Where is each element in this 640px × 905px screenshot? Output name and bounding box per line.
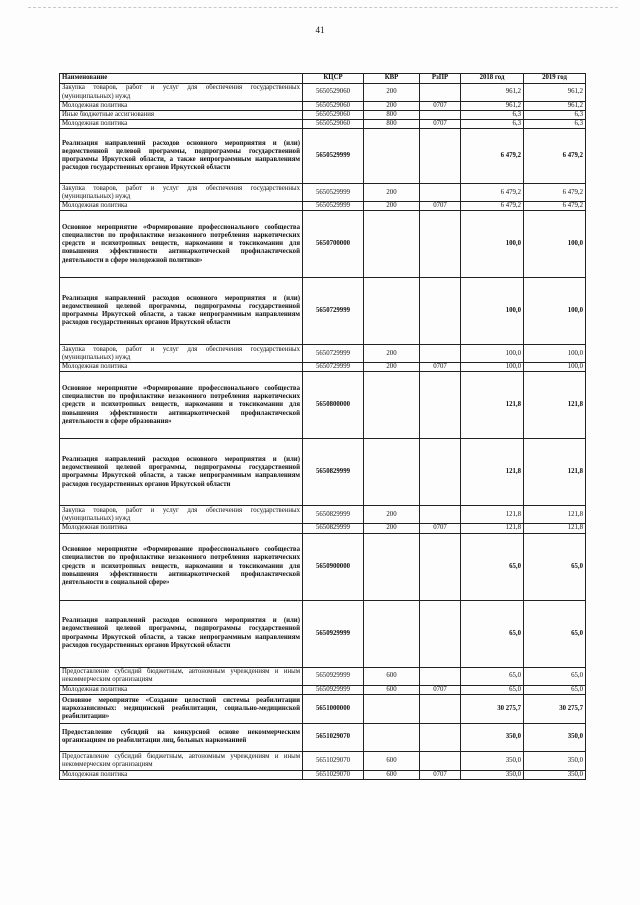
cell-y2019: 100,0 xyxy=(524,345,586,363)
cell-name: Основное мероприятие «Формирование профессионального сообщества специалистов по профилактике незаконного потребления наркотических средств и психотропных веществ, наркомании и токсикомании для повышения эффективности антинаркотической профилактической деятельности в социальной сфере» xyxy=(60,533,303,600)
cell-kvr: 600 xyxy=(364,667,420,685)
cell-kcsr: 5650900000 xyxy=(303,533,364,600)
cell-kvr xyxy=(364,600,420,667)
cell-name: Основное мероприятие «Формирование профессионального сообщества специалистов по профилактике незаконного потребления наркотических средств и психотропных веществ, наркомании и токсикомании для повышения эффективности антинаркотической профилактической деятельности в сфере образования» xyxy=(60,372,303,439)
cell-y2019: 350,0 xyxy=(524,723,586,751)
cell-y2019: 121,8 xyxy=(524,439,586,506)
cell-name: Молодежная политика xyxy=(60,685,303,694)
cell-rzpr: 0707 xyxy=(420,685,461,694)
table-row xyxy=(60,723,586,751)
cell-kvr: 200 xyxy=(364,506,420,524)
cell-rzpr xyxy=(420,600,461,667)
cell-rzpr: 0707 xyxy=(420,120,461,129)
cell-y2018: 6 479,2 xyxy=(461,184,524,202)
cell-y2018: 961,2 xyxy=(461,102,524,111)
cell-y2018: 65,0 xyxy=(461,685,524,694)
cell-kcsr: 5651029070 xyxy=(303,770,364,779)
cell-y2018: 6 479,2 xyxy=(461,202,524,211)
cell-kvr xyxy=(364,372,420,439)
cell-y2018: 961,2 xyxy=(461,84,524,102)
cell-kvr xyxy=(364,723,420,751)
cell-name: Молодежная политика xyxy=(60,202,303,211)
cell-kvr: 200 xyxy=(364,84,420,102)
cell-rzpr xyxy=(420,694,461,723)
cell-kcsr: 5650729999 xyxy=(303,345,364,363)
cell-y2018: 121,8 xyxy=(461,439,524,506)
cell-rzpr xyxy=(420,506,461,524)
cell-y2019: 30 275,7 xyxy=(524,694,586,723)
cell-kcsr: 5650529060 xyxy=(303,102,364,111)
cell-kvr: 600 xyxy=(364,770,420,779)
table-row xyxy=(60,211,586,278)
cell-name: Молодежная политика xyxy=(60,524,303,533)
cell-y2018: 350,0 xyxy=(461,770,524,779)
header-name: Наименование xyxy=(60,74,303,84)
cell-rzpr: 0707 xyxy=(420,202,461,211)
cell-y2019: 100,0 xyxy=(524,211,586,278)
cell-kcsr: 5650829999 xyxy=(303,506,364,524)
cell-kvr xyxy=(364,533,420,600)
cell-y2018: 100,0 xyxy=(461,278,524,345)
page-number: 41 xyxy=(315,25,325,35)
table-row xyxy=(60,345,586,363)
cell-name: Основное мероприятие «Создание целостной системы реабилитации наркозависимых: медицинской реабилитации, социально-медицинской реабилитации» xyxy=(60,694,303,723)
cell-y2018: 121,8 xyxy=(461,524,524,533)
header-kcsr: КЦСР xyxy=(303,74,364,84)
cell-rzpr: 0707 xyxy=(420,102,461,111)
cell-y2019: 121,8 xyxy=(524,524,586,533)
cell-y2018: 350,0 xyxy=(461,723,524,751)
cell-kcsr: 5650529999 xyxy=(303,184,364,202)
cell-y2019: 121,8 xyxy=(524,372,586,439)
table-row xyxy=(60,524,586,533)
cell-name: Реализация направлений расходов основного мероприятия и (или) ведомственной целевой программы, подпрограммы государственной программы Иркутской области, а также непрограммным направлениям расходов государственных органов Иркутской области xyxy=(60,600,303,667)
cell-name: Молодежная политика xyxy=(60,363,303,372)
cell-rzpr xyxy=(420,345,461,363)
cell-kcsr: 5650800000 xyxy=(303,372,364,439)
cell-kvr: 200 xyxy=(364,345,420,363)
cell-kvr xyxy=(364,129,420,184)
cell-rzpr xyxy=(420,278,461,345)
cell-y2019: 6,3 xyxy=(524,120,586,129)
cell-y2019: 100,0 xyxy=(524,363,586,372)
table-row xyxy=(60,770,586,779)
cell-rzpr: 0707 xyxy=(420,363,461,372)
cell-rzpr xyxy=(420,372,461,439)
cell-rzpr xyxy=(420,751,461,770)
cell-y2019: 65,0 xyxy=(524,685,586,694)
cell-name: Закупка товаров, работ и услуг для обеспечения государственных (муниципальных) нужд xyxy=(60,506,303,524)
cell-kvr: 200 xyxy=(364,524,420,533)
cell-kcsr: 5650729999 xyxy=(303,278,364,345)
cell-y2018: 65,0 xyxy=(461,533,524,600)
table-row xyxy=(60,751,586,770)
cell-name: Молодежная политика xyxy=(60,102,303,111)
table-header-row xyxy=(60,74,586,84)
cell-kcsr: 5650529060 xyxy=(303,120,364,129)
cell-kvr xyxy=(364,694,420,723)
cell-y2018: 30 275,7 xyxy=(461,694,524,723)
cell-y2019: 65,0 xyxy=(524,600,586,667)
cell-rzpr xyxy=(420,211,461,278)
cell-y2019: 65,0 xyxy=(524,667,586,685)
cell-y2018: 100,0 xyxy=(461,211,524,278)
table-row xyxy=(60,685,586,694)
table-row xyxy=(60,202,586,211)
cell-name: Молодежная политика xyxy=(60,120,303,129)
cell-name: Иные бюджетные ассигнования xyxy=(60,111,303,120)
cell-y2019: 6,3 xyxy=(524,111,586,120)
table-row xyxy=(60,111,586,120)
header-2018: 2018 год xyxy=(461,74,524,84)
cell-kvr: 200 xyxy=(364,184,420,202)
cell-y2019: 961,2 xyxy=(524,102,586,111)
cell-y2018: 100,0 xyxy=(461,345,524,363)
cell-kvr: 200 xyxy=(364,102,420,111)
cell-y2018: 6,3 xyxy=(461,120,524,129)
table-row xyxy=(60,102,586,111)
cell-rzpr xyxy=(420,84,461,102)
cell-kcsr: 5650929999 xyxy=(303,685,364,694)
cell-name: Предоставление субсидий бюджетным, автономным учреждениям и иным некоммерческим организациям xyxy=(60,751,303,770)
cell-rzpr xyxy=(420,533,461,600)
cell-kvr: 600 xyxy=(364,751,420,770)
cell-kcsr: 5650529999 xyxy=(303,202,364,211)
table-row xyxy=(60,372,586,439)
table-row xyxy=(60,694,586,723)
cell-rzpr: 0707 xyxy=(420,770,461,779)
cell-kcsr: 5650529060 xyxy=(303,84,364,102)
cell-name: Закупка товаров, работ и услуг для обеспечения государственных (муниципальных) нужд xyxy=(60,184,303,202)
cell-y2018: 6 479,2 xyxy=(461,129,524,184)
cell-y2018: 65,0 xyxy=(461,667,524,685)
cell-kcsr: 5650929999 xyxy=(303,667,364,685)
cell-name: Предоставление субсидий на конкурсной основе некоммерческим организациям по реабилитации лиц, больных наркоманией xyxy=(60,723,303,751)
cell-kvr: 800 xyxy=(364,120,420,129)
cell-rzpr xyxy=(420,184,461,202)
cell-y2019: 100,0 xyxy=(524,278,586,345)
table-row xyxy=(60,84,586,102)
cell-y2019: 6 479,2 xyxy=(524,129,586,184)
cell-kvr: 200 xyxy=(364,363,420,372)
cell-name: Закупка товаров, работ и услуг для обеспечения государственных (муниципальных) нужд xyxy=(60,84,303,102)
cell-y2018: 100,0 xyxy=(461,363,524,372)
cell-rzpr xyxy=(420,439,461,506)
cell-y2019: 350,0 xyxy=(524,751,586,770)
cell-y2018: 6,3 xyxy=(461,111,524,120)
budget-table xyxy=(59,73,586,780)
header-2019: 2019 год xyxy=(524,74,586,84)
table-row xyxy=(60,506,586,524)
cell-name: Основное мероприятие «Формирование профессионального сообщества специалистов по профилактике незаконного потребления наркотических средств и психотропных веществ, наркомании и токсикомании для повышения эффективности антинаркотической профилактической деятельности в сфере молодежной политики» xyxy=(60,211,303,278)
cell-y2019: 350,0 xyxy=(524,770,586,779)
table-row xyxy=(60,363,586,372)
cell-kcsr: 5650929999 xyxy=(303,600,364,667)
cell-y2019: 6 479,2 xyxy=(524,184,586,202)
cell-kcsr: 5650529060 xyxy=(303,111,364,120)
cell-rzpr: 0707 xyxy=(420,524,461,533)
cell-name: Предоставление субсидий бюджетным, автономным учреждениям и иным некоммерческим организациям xyxy=(60,667,303,685)
table-row xyxy=(60,533,586,600)
cell-name: Реализация направлений расходов основного мероприятия и (или) ведомственной целевой программы, подпрограммы государственной программы Иркутской области, а также непрограммным направлениям расходов государственных органов Иркутской области xyxy=(60,129,303,184)
cell-kcsr: 5650829999 xyxy=(303,524,364,533)
table-row xyxy=(60,129,586,184)
cell-kvr xyxy=(364,278,420,345)
cell-rzpr xyxy=(420,111,461,120)
cell-kcsr: 5650729999 xyxy=(303,363,364,372)
table-row xyxy=(60,439,586,506)
table-row xyxy=(60,184,586,202)
cell-name: Реализация направлений расходов основного мероприятия и (или) ведомственной целевой программы, подпрограммы государственной программы Иркутской области, а также непрограммным направлениям расходов государственных органов Иркутской области xyxy=(60,439,303,506)
cell-name: Закупка товаров, работ и услуг для обеспечения государственных (муниципальных) нужд xyxy=(60,345,303,363)
cell-y2018: 350,0 xyxy=(461,751,524,770)
cell-y2018: 65,0 xyxy=(461,600,524,667)
cell-name: Молодежная политика xyxy=(60,770,303,779)
table-row xyxy=(60,278,586,345)
cell-kvr xyxy=(364,439,420,506)
cell-kvr: 200 xyxy=(364,202,420,211)
cell-kcsr: 5651029070 xyxy=(303,751,364,770)
cell-y2018: 121,8 xyxy=(461,506,524,524)
cell-kvr xyxy=(364,211,420,278)
cell-kcsr: 5651029070 xyxy=(303,723,364,751)
cell-kvr: 600 xyxy=(364,685,420,694)
table-row xyxy=(60,600,586,667)
cell-kvr: 800 xyxy=(364,111,420,120)
cell-y2019: 6 479,2 xyxy=(524,202,586,211)
cell-y2019: 65,0 xyxy=(524,533,586,600)
header-kvr: КВР xyxy=(364,74,420,84)
cell-rzpr xyxy=(420,723,461,751)
header-rzpr: РзПР xyxy=(420,74,461,84)
cell-kcsr: 5650529999 xyxy=(303,129,364,184)
table-row xyxy=(60,667,586,685)
cell-y2019: 121,8 xyxy=(524,506,586,524)
cell-y2019: 961,2 xyxy=(524,84,586,102)
cell-name: Реализация направлений расходов основного мероприятия и (или) ведомственной целевой программы, подпрограммы государственной программы Иркутской области, а также непрограммным направлениям расходов государственных органов Иркутской области xyxy=(60,278,303,345)
cell-kcsr: 5650700000 xyxy=(303,211,364,278)
cell-kcsr: 5650829999 xyxy=(303,439,364,506)
scan-top-edge xyxy=(28,7,618,8)
cell-rzpr xyxy=(420,129,461,184)
cell-kcsr: 5651000000 xyxy=(303,694,364,723)
cell-rzpr xyxy=(420,667,461,685)
table-row xyxy=(60,120,586,129)
cell-y2018: 121,8 xyxy=(461,372,524,439)
